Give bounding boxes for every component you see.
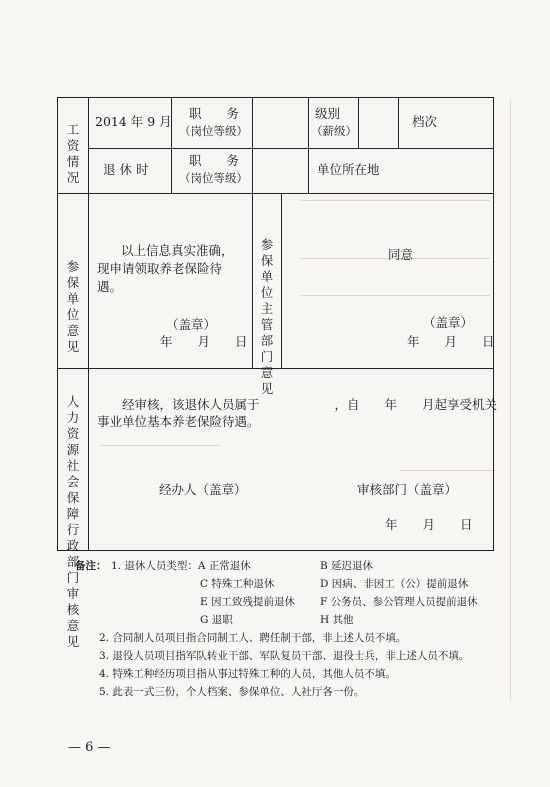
duty2-label: 职 务 [189,153,240,168]
row-line [57,368,494,369]
col-line [308,148,309,193]
note-line: H 其他 [320,614,354,626]
table-border-left [57,97,58,551]
col-line [358,97,359,148]
note-line: C 特殊工种退休 [200,578,275,590]
note-line: 5. 此表一式三份，个人档案、参保单位、人社厅各一份。 [99,686,365,698]
insured-unit-date: 年 月 日 [160,334,248,349]
unit-location-label: 单位所在地 [317,162,380,177]
hr-dept-label: 人力资源社会保障行政部门审核意见 [66,394,80,649]
note-line: B 延迟退休 [320,560,374,572]
table-border-bottom [57,550,494,551]
insured-unit-label: 参保单位意见 [66,259,80,354]
duty2-sub-label: （岗位等级） [179,171,248,185]
table-border-right [493,97,494,551]
retire-label: 退 休 时 [103,162,149,177]
insured-unit-seal: （盖章） [166,317,217,332]
level-label: 级别 [315,106,341,121]
supervisor-seal: （盖章） [423,315,474,330]
col-line [252,97,253,193]
note-line: 2. 合同制人员项目指合同制工人、聘任制干部，非上述人员不填。 [99,632,407,644]
duty-sub-label: （岗位等级） [179,124,248,138]
hr-dept-handler: 经办人（盖章） [159,482,247,497]
row-line [57,193,494,194]
col-line [308,97,309,148]
note-line: 1. 退休人员类型：A 正常退休 [111,560,251,572]
col-line [88,97,89,193]
insured-unit-text-1: 以上信息真实准确， [121,243,234,258]
supervisor-date: 年 月 日 [407,334,495,349]
table-border-top [57,97,494,98]
note-line: 3. 退役人员项目指军队转业干部、军队复员干部、退役士兵，非上述人员不填。 [99,650,470,662]
row-line [88,148,494,149]
notes-title: 备注： [75,560,107,572]
wage-date: 2014 年 9 月 [95,114,172,129]
col-line [252,193,253,368]
wage-section-label: 工资情况 [66,122,80,185]
hr-dept-text-2: 事业单位基本养老保险待遇。 [97,414,260,429]
note-line: D 因病、非因工（公）提前退休 [320,578,469,590]
col-line [171,97,172,193]
supervisor-label: 参保单位主管部门意见 [260,237,274,396]
note-line: G 退职 [200,614,233,626]
bleed-line [510,100,511,700]
col-line [398,97,399,148]
col-line [88,193,89,550]
page-number: — 6 — [68,740,111,755]
note-line: 4. 特殊工种经历项目指从事过特殊工种的人员，其他人员不填。 [99,668,396,680]
hr-dept-text-1: 经审核，该退休人员属于 ，自 年 月起享受机关 [122,397,498,412]
duty-label: 职 务 [189,106,240,121]
grade-label: 档次 [412,114,438,129]
hr-dept-date: 年 月 日 [385,517,473,532]
note-line: E 因工致残提前退休 [200,596,296,608]
supervisor-agree: 同意 [388,247,414,262]
hr-dept-review: 审核部门（盖章） [357,482,458,497]
level-sub-label: （薪级） [311,124,357,138]
note-line: F 公务员、参公管理人员提前退休 [320,596,478,608]
insured-unit-text-2: 现申请领取养老保险待 [97,261,223,276]
insured-unit-text-3: 遇。 [97,279,123,294]
col-line [281,193,282,368]
